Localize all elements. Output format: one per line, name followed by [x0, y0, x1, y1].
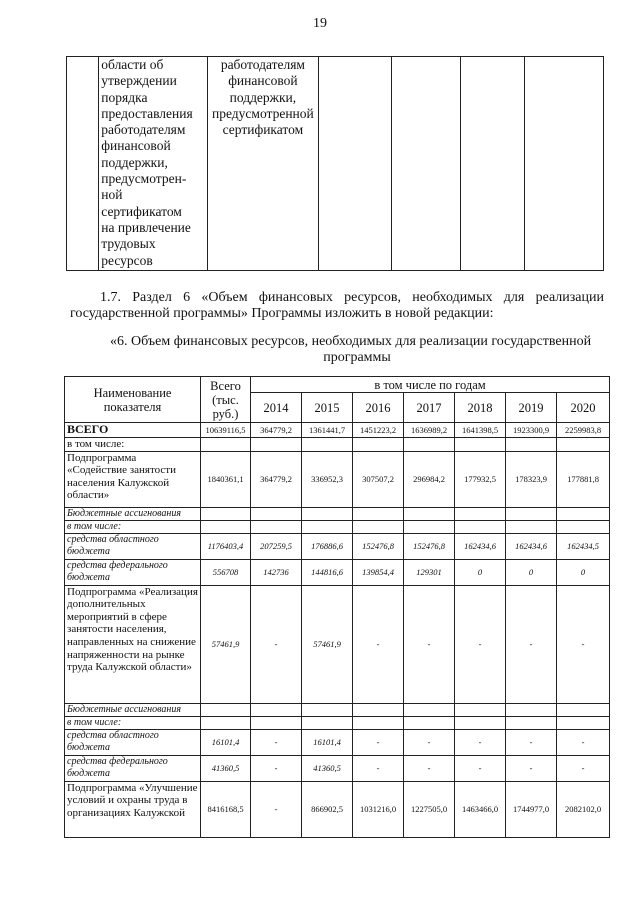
row-value: 0	[455, 559, 506, 585]
row-name: Подпрограмма «Улучшение условий и охраны труда в организациях Калужской	[65, 781, 201, 837]
row-value: 2259983,8	[557, 423, 610, 438]
year-header: 2016	[353, 393, 404, 423]
row-name: Подпрограмма «Реализация дополнительных мероприятий в сфере занятости населения, направленных на снижение напряженности на рынке труда Калужской области»	[65, 585, 201, 703]
header-by-years: в том числе по годам	[251, 377, 610, 393]
row-value: 152476,8	[353, 533, 404, 559]
page-number: 19	[313, 16, 327, 31]
row-name: средства областного бюджета	[65, 729, 201, 755]
row-value: -	[251, 755, 302, 781]
row-value: 1451223,2	[353, 423, 404, 438]
amendment-paragraph	[70, 290, 604, 322]
row-value: 57461,9	[302, 585, 353, 703]
cell-line: финансовой	[101, 138, 171, 154]
table-row	[65, 507, 610, 520]
year-header: 2014	[251, 393, 302, 423]
row-value: -	[353, 755, 404, 781]
year-header: 2017	[404, 393, 455, 423]
row-name: в том числе:	[65, 716, 201, 729]
row-value: 207259,5	[251, 533, 302, 559]
row-value: 1031216,0	[353, 781, 404, 837]
year-header: 2018	[455, 393, 506, 423]
table-row	[65, 451, 610, 507]
cell-line: работодателям	[101, 122, 186, 138]
continuation-cell-5	[392, 57, 461, 271]
row-value: -	[404, 729, 455, 755]
cell-line: ресурсов	[101, 252, 153, 268]
continuation-cell-7	[524, 57, 603, 271]
cell-line: предоставления	[101, 105, 193, 121]
row-value: -	[455, 755, 506, 781]
continuation-cell-4	[318, 57, 391, 271]
row-value: 866902,5	[302, 781, 353, 837]
cell-line: ной	[101, 187, 123, 203]
row-value: -	[557, 729, 610, 755]
row-value: -	[506, 729, 557, 755]
row-value: 0	[506, 559, 557, 585]
row-name: Подпрограмма «Содействие занятости населения Калужской области»	[65, 451, 201, 507]
paragraph-line-1: 1.7. Раздел 6 «Объем финансовых ресурсов, необходимых для реализации	[100, 290, 604, 305]
row-value: -	[404, 755, 455, 781]
row-value: 296984,2	[404, 451, 455, 507]
row-total: 41360,5	[201, 755, 251, 781]
table-row	[65, 781, 610, 837]
table-row	[65, 585, 610, 703]
cell-line: финансовой	[228, 73, 298, 89]
row-value: 177932,5	[455, 451, 506, 507]
row-total: 1176403,4	[201, 533, 251, 559]
row-name: средства областного бюджета	[65, 533, 201, 559]
row-value: -	[353, 729, 404, 755]
row-total: 1840361,1	[201, 451, 251, 507]
row-name: в том числе:	[65, 438, 201, 452]
row-value: -	[404, 585, 455, 703]
header-total: Всего (тыс. руб.)	[201, 377, 251, 423]
row-value: 178323,9	[506, 451, 557, 507]
row-value: 129301	[404, 559, 455, 585]
row-value: 307507,2	[353, 451, 404, 507]
cell-line: области об	[101, 57, 164, 72]
continuation-cell-1	[67, 57, 99, 271]
row-name: средства федерального бюджета	[65, 755, 201, 781]
table-row	[65, 533, 610, 559]
row-value: -	[506, 585, 557, 703]
row-total: 10639116,5	[201, 423, 251, 438]
row-total: 8416168,5	[201, 781, 251, 837]
row-value: -	[557, 755, 610, 781]
row-value: 142736	[251, 559, 302, 585]
table-row	[65, 703, 610, 716]
row-value: 0	[557, 559, 610, 585]
row-value: 1361441,7	[302, 423, 353, 438]
cell-line: на привлечение	[101, 219, 191, 235]
row-total: 16101,4	[201, 729, 251, 755]
continuation-cell-3	[207, 57, 318, 271]
table-row	[65, 520, 610, 533]
row-value: 1227505,0	[404, 781, 455, 837]
header-name: Наименование показателя	[65, 377, 201, 423]
row-name: ВСЕГО	[65, 423, 201, 438]
section-title-line-1: «6. Объем финансовых ресурсов, необходимых для реализации государственной	[110, 334, 592, 349]
row-value: 139854,4	[353, 559, 404, 585]
section-title	[110, 334, 604, 366]
row-value: 176886,6	[302, 533, 353, 559]
row-value: 1923300,9	[506, 423, 557, 438]
row-value: 162434,6	[506, 533, 557, 559]
cell-line: поддержки,	[229, 89, 297, 105]
table-row	[65, 438, 610, 452]
row-value: -	[506, 755, 557, 781]
row-value: 364779,2	[251, 451, 302, 507]
cell-line: утверждении	[101, 73, 177, 89]
cell-line: работодателям	[220, 57, 305, 72]
table-row	[65, 423, 610, 438]
row-value: 364779,2	[251, 423, 302, 438]
cell-line: сертификатом	[101, 203, 182, 219]
year-header: 2019	[506, 393, 557, 423]
row-value: 152476,8	[404, 533, 455, 559]
row-name: средства федерального бюджета	[65, 559, 201, 585]
row-value: 2082102,0	[557, 781, 610, 837]
cell-line: предусмотрен-	[101, 171, 187, 187]
financial-resources-table	[64, 376, 610, 838]
year-header: 2020	[557, 393, 610, 423]
row-value: 1744977,0	[506, 781, 557, 837]
paragraph-line-2: государственной программы» Программы изложить в новой редакции:	[70, 306, 494, 321]
row-value: -	[455, 585, 506, 703]
table-row	[65, 559, 610, 585]
row-total: 57461,9	[201, 585, 251, 703]
row-value: 336952,3	[302, 451, 353, 507]
row-value: 162434,5	[557, 533, 610, 559]
table-row	[65, 716, 610, 729]
row-value: 1463466,0	[455, 781, 506, 837]
row-value: -	[455, 729, 506, 755]
row-value: -	[557, 585, 610, 703]
table-row	[65, 755, 610, 781]
cell-line: трудовых	[101, 236, 156, 252]
row-name: Бюджетные ассигнования	[65, 507, 201, 520]
year-header: 2015	[302, 393, 353, 423]
row-value: -	[251, 585, 302, 703]
row-total: 556708	[201, 559, 251, 585]
row-name: в том числе:	[65, 520, 201, 533]
section-title-line-2: программы	[323, 350, 391, 365]
row-name: Бюджетные ассигнования	[65, 703, 201, 716]
continuation-cell-2	[99, 57, 208, 271]
cell-line: поддержки,	[101, 154, 168, 170]
row-value: -	[251, 729, 302, 755]
continuation-cell-6	[461, 57, 524, 271]
row-value: 41360,5	[302, 755, 353, 781]
row-value: 144816,6	[302, 559, 353, 585]
table-row	[65, 729, 610, 755]
cell-line: сертификатом	[222, 122, 304, 138]
row-value: 1641398,5	[455, 423, 506, 438]
row-value: -	[251, 781, 302, 837]
continuation-table	[66, 56, 604, 271]
cell-line: порядка	[101, 89, 148, 105]
row-value: 16101,4	[302, 729, 353, 755]
row-value: 177881,8	[557, 451, 610, 507]
row-value: 1636989,2	[404, 423, 455, 438]
row-value: 162434,6	[455, 533, 506, 559]
row-value: -	[353, 585, 404, 703]
cell-line: предусмотренной	[212, 105, 314, 121]
